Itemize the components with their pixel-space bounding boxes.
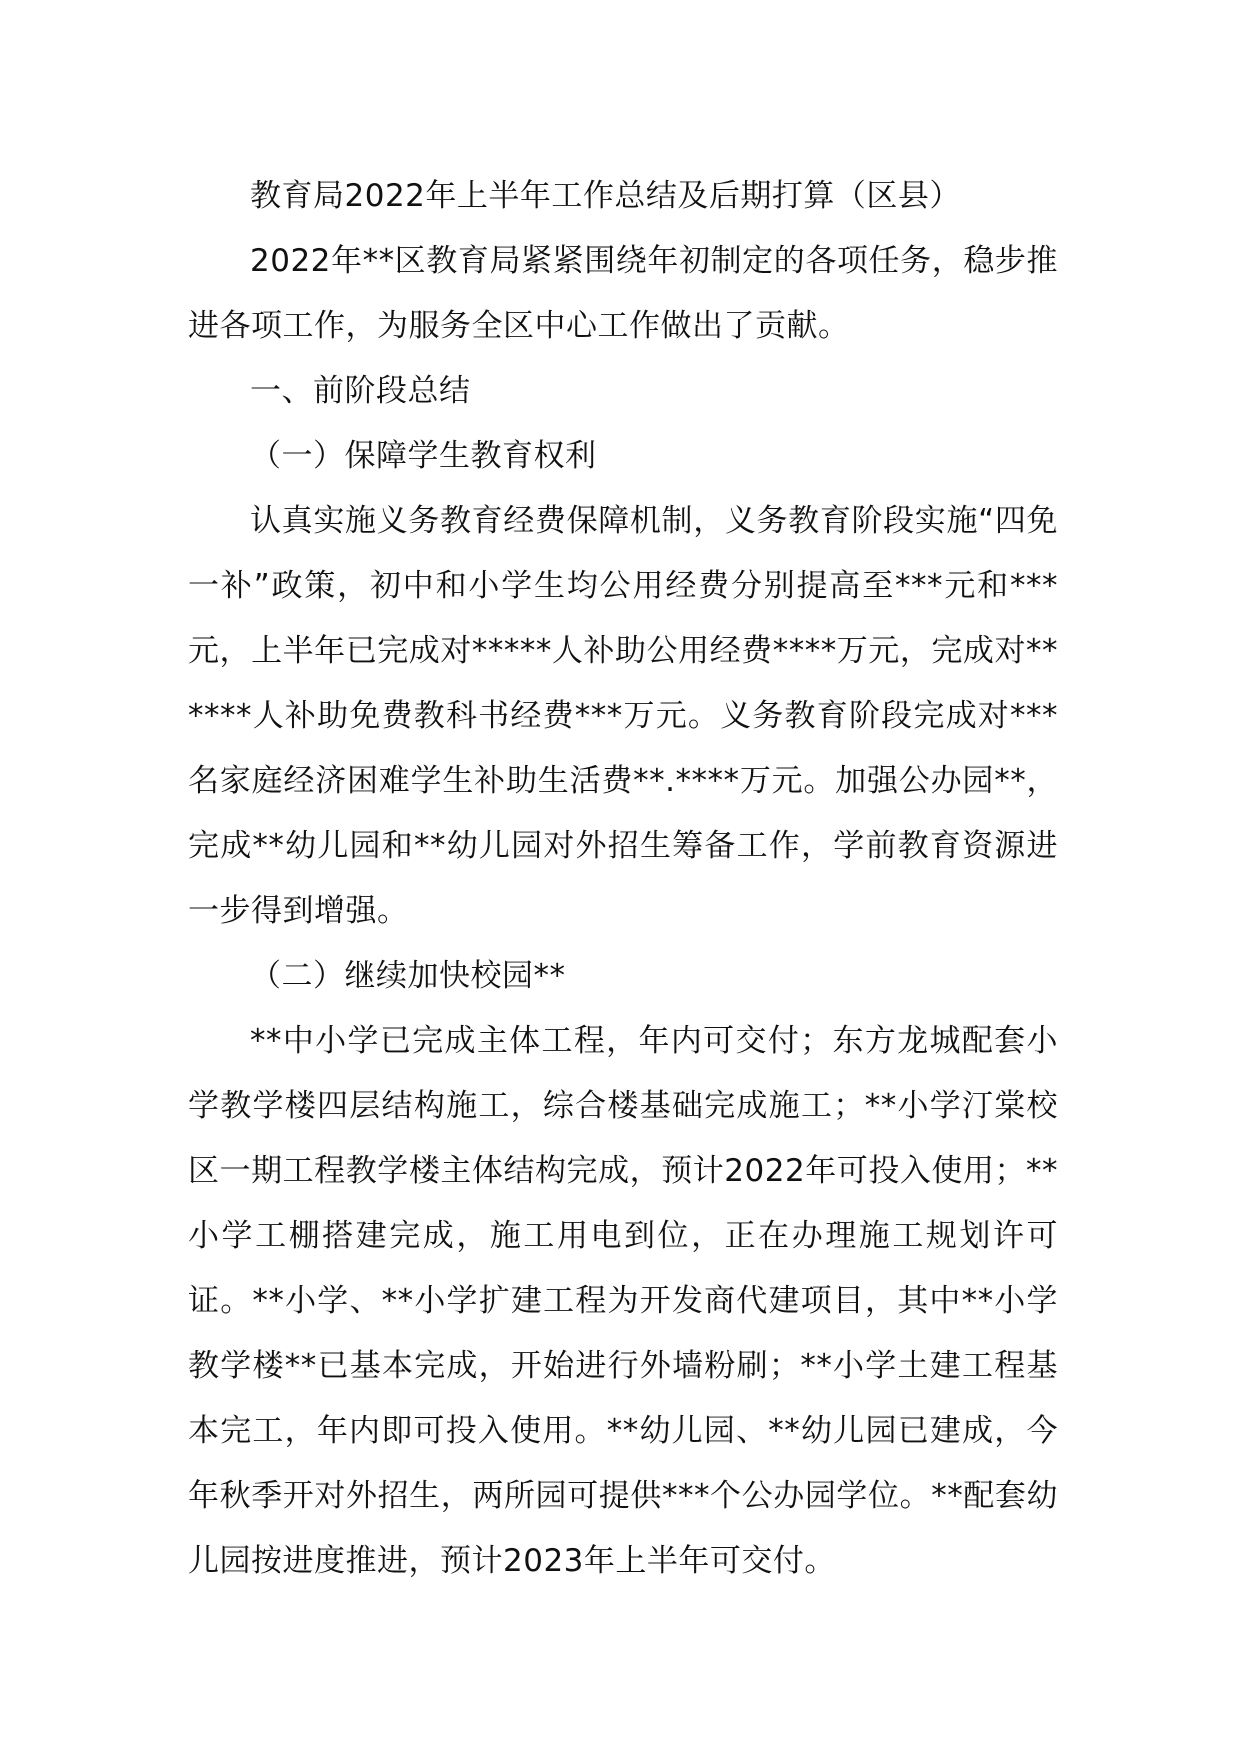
subsection-body-rights: 认真实施义务教育经费保障机制，义务教育阶段实施“四免一补”政策，初中和小学生均公用经费分别提高至***元和***元，上半年已完成对*****人补助公用经费****万元，完成对******人补助免费教科书经费***万元。义务教育阶段完成对***名家庭经济困难学生补助生活费**.****万元。加强公办园**，完成**幼儿园和**幼儿园对外招生筹备工作，学前教育资源进一步得到增强。	[188, 503, 1058, 929]
document-title: 教育局2022年上半年工作总结及后期打算（区县）	[250, 178, 961, 214]
section-heading-summary: 一、前阶段总结	[250, 373, 471, 409]
subsection-body-campus: **中小学已完成主体工程，年内可交付；东方龙城配套小学教学楼四层结构施工，综合楼基础完成施工；**小学汀棠校区一期工程教学楼主体结构完成，预计2022年可投入使用；**小学工棚搭建完成，施工用电到位，正在办理施工规划许可证。**小学、**小学扩建工程为开发商代建项目，其中**小学教学楼**已基本完成，开始进行外墙粉刷；**小学土建工程基本完工，年内即可投入使用。**幼儿园、**幼儿园已建成，今年秋季开对外招生，两所园可提供***个公办园学位。**配套幼儿园按进度推进，预计2023年上半年可交付。	[188, 1023, 1058, 1579]
intro-paragraph: 2022年**区教育局紧紧围绕年初制定的各项任务，稳步推进各项工作，为服务全区中心工作做出了贡献。	[188, 243, 1058, 344]
document-body	[188, 164, 1058, 1594]
subsection-heading-rights: （一）保障学生教育权利	[250, 438, 597, 474]
subsection-heading-campus: （二）继续加快校园**	[250, 958, 566, 994]
